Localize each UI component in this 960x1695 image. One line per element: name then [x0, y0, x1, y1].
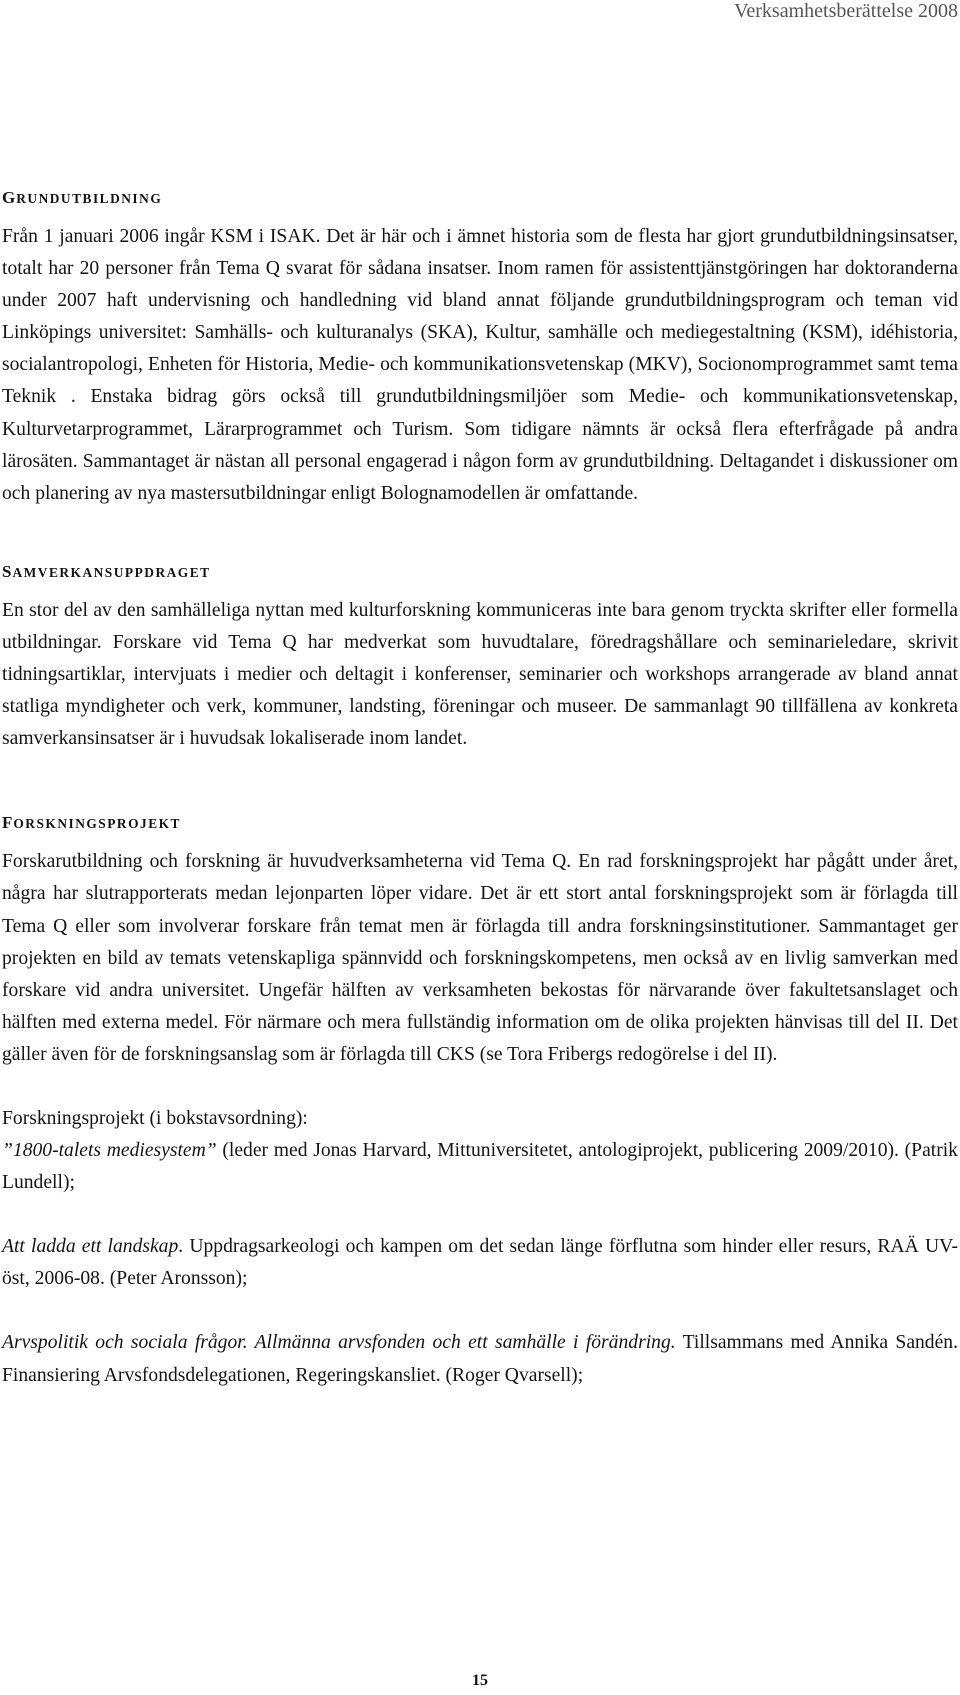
heading-initial: S [2, 561, 13, 581]
section-body: Forskarutbildning och forskning är huvudverksamheterna vid Tema Q. En rad forskningsprojekt har pågått under året, några har slutrapporterats medan lejonparten löper vidare. Det är ett stort antal forskningsprojekt som är förlagda till Tema Q eller som involverar forskare från temat men är förlagda till andra forskningsinstitutioner. Sammantaget ger projekten en bild av temats vetenskapliga spännvidd och forskningskompetens, men också av en livlig samverkan med forskare vid andra universitet. Ungefär hälften av verksamheten bekostas för närvarande över fakultetsanslaget och hälften med externa medel. För närmare och mera fullständig information om de olika projekten hänvisas till del II. Det gäller även för de forskningsanslag som är förlagda till CKS (se Tora Fribergs redogörelse i del II). [2, 851, 958, 1065]
page-content [2, 188, 958, 1424]
heading-initial: G [2, 188, 17, 207]
project-entry [2, 1135, 958, 1199]
project-title: ”1800-talets mediesystem” [2, 1140, 217, 1162]
project-description: Tillsammans med Annika Sandén. Finansiering Arvsfondsdelegationen, Regeringskansliet. (Roger Qvarsell); [2, 1332, 958, 1386]
section-forskningsprojekt [2, 813, 958, 1391]
project-description: . Uppdragsarkeologi och kampen om det sedan länge förflutna som hinder eller resurs, RAÄ UV-öst, 2006-08. (Peter Aronsson); [2, 1236, 958, 1290]
section-heading [2, 188, 958, 209]
project-title: Arvspolitik och sociala frågor. Allmänna arvsfonden och ett samhälle i förändring. [2, 1332, 676, 1354]
project-title: Att ladda ett landskap [2, 1236, 179, 1258]
heading-initial: F [2, 813, 14, 833]
projects-intro: Forskningsprojekt (i bokstavsordning): [2, 1107, 308, 1129]
section-heading [2, 813, 958, 834]
running-header: Verksamhetsberättelse 2008 [734, 0, 958, 22]
section-heading [2, 562, 958, 583]
project-entry [2, 1231, 958, 1295]
page-number: 15 [472, 1672, 488, 1689]
section-body: En stor del av den samhälleliga nyttan med kulturforskning kommuniceras inte bara genom tryckta skrifter eller formella utbildningar. Forskare vid Tema Q har medverkat som huvudtalare, föredragshållare och seminarieledare, skrivit tidningsartiklar, intervjuats i medier och deltagit i konferenser, seminarier och workshops arrangerade av bland annat statliga myndigheter och verk, kommuner, landsting, föreningar och museer. De sammanlagt 90 tillfällena av konkreta samverkansinsatser är i huvudsak lokaliserade inom landet. [2, 599, 958, 750]
project-description: (leder med Jonas Harvard, Mittuniversitetet, antologiprojekt, publicering 2009/2010). (Patrik Lundell); [2, 1140, 958, 1194]
heading-rest: AMVERKANSUPPDRAGET [12, 564, 211, 580]
heading-rest: ORSKNINGSPROJEKT [13, 816, 181, 832]
section-grundutbildning [2, 188, 958, 510]
section-body: Från 1 januari 2006 ingår KSM i ISAK. Det är här och i ämnet historia som de flesta har gjort grundutbildningsinsatser, totalt har 20 personer från Tema Q svarat för sådana insatser. Inom ramen för assistenttjänstgöringen har doktoranderna under 2007 haft undervisning och handledning vid bland annat följande grundutbildningsprogram och teman vid Linköpings universitet: Samhälls- och kulturanalys (SKA), Kultur, samhälle och mediegestaltning (KSM), idéhistoria, socialantropologi, Enheten för Historia, Medie- och kommunikationsvetenskap (MKV), Socionomprogrammet samt tema Teknik . Enstaka bidrag görs också till grundutbildningsmiljöer som Medie- och kommunikationsvetenskap, Kulturvetarprogrammet, Lärarprogrammet och Turism. Som tidigare nämnts är också flera efterfrågade på andra lärosäten. Sammantaget är nästan all personal engagerad i någon form av grundutbildning. Deltagandet i diskussioner om och planering av nya mastersutbildningar enligt Bolognamodellen är omfattande. [2, 226, 958, 504]
heading-rest: RUNDUTBILDNING [16, 191, 163, 206]
section-samverkansuppdraget [2, 562, 958, 755]
project-entry [2, 1327, 958, 1391]
